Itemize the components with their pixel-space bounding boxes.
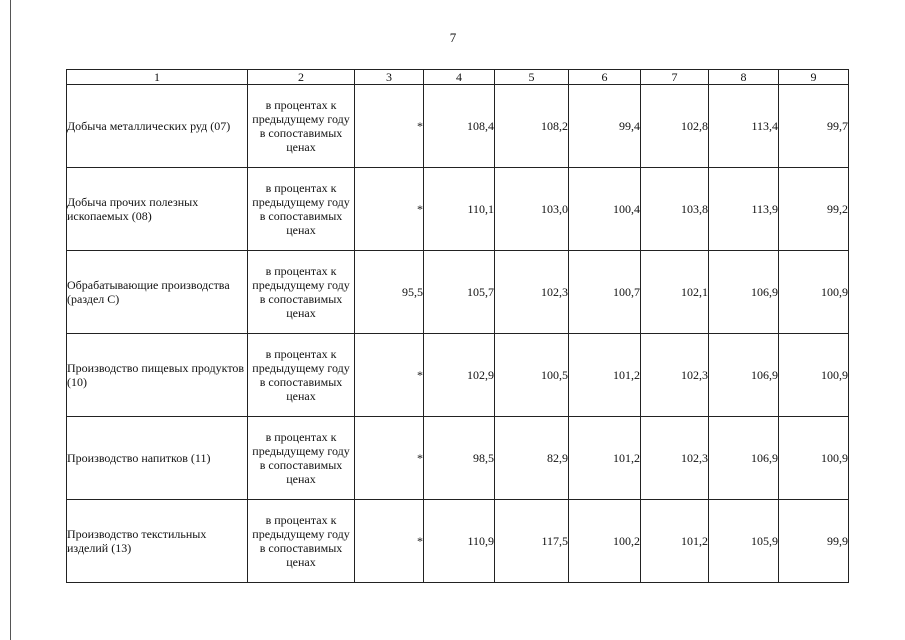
value-cell: 117,5: [495, 500, 569, 583]
value-cell: 100,5: [495, 334, 569, 417]
value-cell: *: [355, 168, 424, 251]
column-header: 1: [67, 70, 248, 85]
value-cell: 106,9: [709, 251, 779, 334]
value-cell: 106,9: [709, 417, 779, 500]
column-header: 7: [641, 70, 709, 85]
value-cell: 99,4: [569, 85, 641, 168]
unit-of-measure: в процентах к предыдущему году в сопоставимых ценах: [248, 85, 355, 168]
indicator-name: Обрабатывающие производства (раздел С): [67, 251, 248, 334]
column-header: 2: [248, 70, 355, 85]
value-cell: 99,7: [779, 85, 849, 168]
column-header: 9: [779, 70, 849, 85]
value-cell: *: [355, 334, 424, 417]
table-row: [67, 168, 849, 251]
column-header: 4: [424, 70, 495, 85]
value-cell: 100,9: [779, 334, 849, 417]
column-header: 8: [709, 70, 779, 85]
value-cell: 110,1: [424, 168, 495, 251]
value-cell: 102,3: [641, 417, 709, 500]
value-cell: 98,5: [424, 417, 495, 500]
unit-of-measure: в процентах к предыдущему году в сопоставимых ценах: [248, 334, 355, 417]
unit-of-measure: в процентах к предыдущему году в сопоставимых ценах: [248, 417, 355, 500]
value-cell: 100,9: [779, 251, 849, 334]
value-cell: 101,2: [569, 417, 641, 500]
indicator-name: Производство текстильных изделий (13): [67, 500, 248, 583]
table-row: [67, 500, 849, 583]
unit-of-measure: в процентах к предыдущему году в сопоставимых ценах: [248, 168, 355, 251]
value-cell: 113,4: [709, 85, 779, 168]
page-number: 7: [449, 30, 457, 45]
value-cell: 108,4: [424, 85, 495, 168]
table-row: [67, 417, 849, 500]
value-cell: 108,2: [495, 85, 569, 168]
value-cell: 110,9: [424, 500, 495, 583]
value-cell: *: [355, 85, 424, 168]
value-cell: 100,7: [569, 251, 641, 334]
value-cell: 102,3: [641, 334, 709, 417]
indicator-name: Производство напитков (11): [67, 417, 248, 500]
value-cell: 102,1: [641, 251, 709, 334]
value-cell: 105,9: [709, 500, 779, 583]
value-cell: *: [355, 417, 424, 500]
value-cell: 101,2: [569, 334, 641, 417]
unit-of-measure: в процентах к предыдущему году в сопоставимых ценах: [248, 500, 355, 583]
value-cell: 101,2: [641, 500, 709, 583]
value-cell: 100,9: [779, 417, 849, 500]
indicator-name: Добыча металлических руд (07): [67, 85, 248, 168]
statistics-table: [66, 69, 849, 583]
table-row: [67, 251, 849, 334]
value-cell: 100,2: [569, 500, 641, 583]
value-cell: 106,9: [709, 334, 779, 417]
value-cell: 95,5: [355, 251, 424, 334]
page-left-border: [10, 0, 11, 640]
value-cell: 105,7: [424, 251, 495, 334]
indicator-name: Производство пищевых продуктов (10): [67, 334, 248, 417]
value-cell: 102,8: [641, 85, 709, 168]
value-cell: 99,9: [779, 500, 849, 583]
value-cell: 100,4: [569, 168, 641, 251]
column-header: 5: [495, 70, 569, 85]
value-cell: 103,0: [495, 168, 569, 251]
table-row: [67, 334, 849, 417]
value-cell: *: [355, 500, 424, 583]
table-header-row: [67, 70, 849, 85]
unit-of-measure: в процентах к предыдущему году в сопоставимых ценах: [248, 251, 355, 334]
value-cell: 102,3: [495, 251, 569, 334]
value-cell: 102,9: [424, 334, 495, 417]
value-cell: 99,2: [779, 168, 849, 251]
indicator-name: Добыча прочих полезных ископаемых (08): [67, 168, 248, 251]
column-header: 6: [569, 70, 641, 85]
table-row: [67, 85, 849, 168]
value-cell: 103,8: [641, 168, 709, 251]
column-header: 3: [355, 70, 424, 85]
value-cell: 82,9: [495, 417, 569, 500]
value-cell: 113,9: [709, 168, 779, 251]
